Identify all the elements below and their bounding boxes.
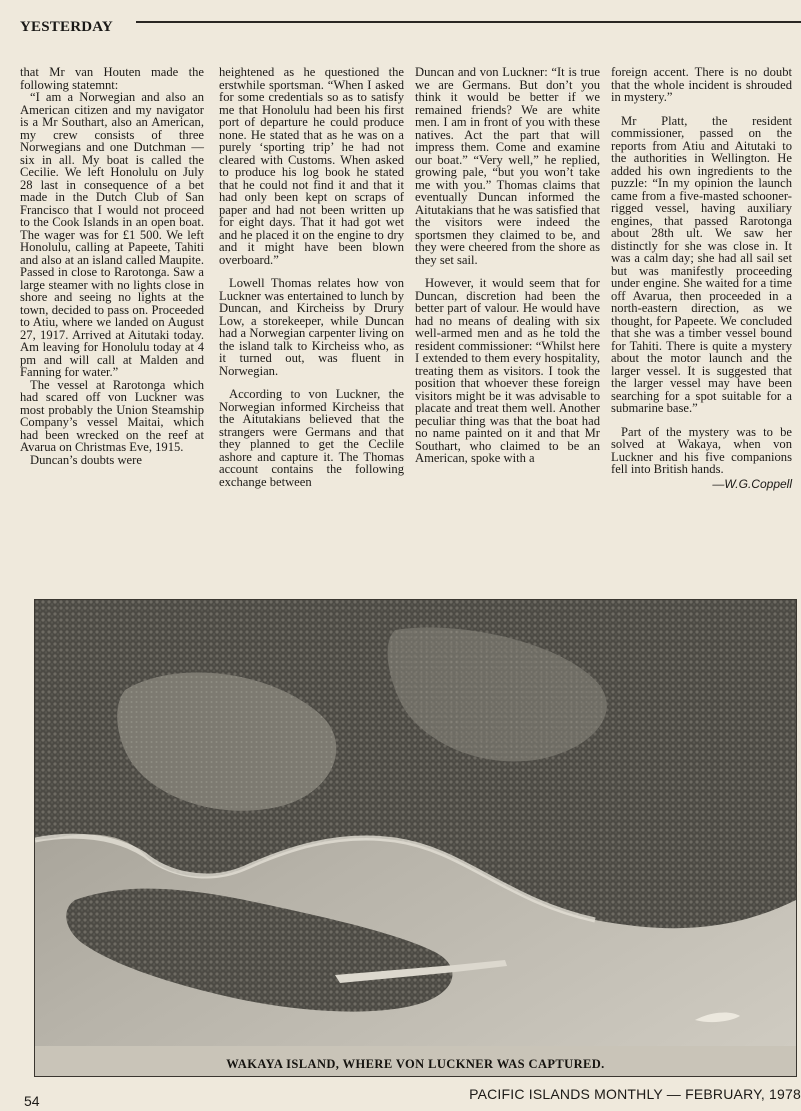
article-column-4 xyxy=(611,66,792,490)
article-column-3 xyxy=(415,66,600,465)
header-rule xyxy=(136,21,801,23)
paragraph: foreign accent. There is no doubt that the whole incident is shrouded in mystery.” xyxy=(611,65,792,104)
paragraph: that Mr van Houten made the following statemnt: xyxy=(20,65,204,92)
aerial-photo xyxy=(34,599,797,1077)
paragraph: Duncan’s doubts were xyxy=(30,452,142,467)
photo-caption: WAKAYA ISLAND, WHERE VON LUCKNER WAS CAPTURED. xyxy=(226,1057,605,1071)
paragraph: Part of the mystery was to be solved at Wakaya, when von Luckner and his five companions fell into British hands. xyxy=(611,424,792,476)
paragraph: Duncan and von Luckner: “It is true we are Germans. But don’t you think it would be better if we remained friends? We are white men. I am in front of you with these natives. Act the part that will impress them. Come and examine our boat.” “Very well,” he replied, growing pale, “but you won’t take me with you.” Thomas claims that eventually Duncan informed the Aitutakians that he was satisfied that the visitors were indeed the sportsmen they claimed to be, and they were cheered from the shore as they set sail. xyxy=(415,65,601,267)
island-photo-image xyxy=(35,600,796,1046)
paragraph: “I am a Norwegian and also an American citizen and my navigator is a Mr Southart, also an American, my crew consists of three Norwegians and one Dutchman — six in all. My boat is called the Cecilie. We left Honolulu on July 28 last in consequence of a bet made in the Dutch Club of San Francisco that I would not proceed to the Cook Islands in an open boat. The wager was for £1 500. We left Honolulu, calling at Papeete, Tahiti and also at an island called Maupite. Passed in close to Rarotonga. Saw a large steamer with no lights close in shore and seeing no lights at the town, decided to pass on. Proceeded to Atiu, where we landed on August 27, 1917. Arrived at Aitutaki today. Am leaving for Honolulu today at 4 pm and will call at Malden and Fanning for water.” xyxy=(20,90,204,379)
paragraph: However, it would seem that for Duncan, discretion had been the better part of valour. He would have had no means of dealing with six well-armed men and as he told the resident commissioner: “Whilst here I extended to them every hospitality, treating them as visitors. I took the position that whoever these foreign visitors might be it was advisable to placate and treat them well. Another peculiar thing was that the boat had no name painted on it and that Mr Southart, who claimed to be an American, spoke with a xyxy=(415,276,600,465)
paragraph: Lowell Thomas relates how von Luckner was entertained to lunch by Duncan, and Kircheiss by Drury Low, a storekeeper, while Duncan had a Norwegian carpenter living on the island talk to Kircheiss who, as it turned out, was fluent in Norwegian. xyxy=(219,276,404,378)
paragraph: According to von Luckner, the Norwegian informed Kircheiss that the Aitutakians believed that the strangers were Germans and that they planned to get the Ceclile ashore and capture it. The Thomas account contains the following exchange between xyxy=(219,387,404,489)
paragraph: The vessel at Rarotonga which had scared off von Luckner was most probably the Union Steamship Company’s vessel Maitai, which had been wrecked on the reef at Avarua on Christmas Eve, 1915. xyxy=(20,377,204,454)
page-number: 54 xyxy=(24,1093,40,1109)
paragraph: Mr Platt, the resident commissioner, passed on the reports from Atiu and Aitutaki to the authorities in Wellington. He added his own ingredients to the puzzle: “In my opinion the launch came from a five-masted schooner-rigged vessel, having auxiliary engines, that passed Rarotonga about 28th ult. We saw her distinctly for she was close in. It was a calm day; she had all sail set but was manifestly proceeding under engine. She waited for a time off Avarua, then proceeded in a north-eastern direction, as we thought, for Papeete. We concluded that she was a timber vessel bound for Tahiti. There is quite a mystery about the motor launch and the larger vessel. It is suggested that the larger vessel may have been searching for a spot suitable for a submarine base.” xyxy=(611,113,792,415)
article-columns xyxy=(0,66,801,596)
publication-footer: PACIFIC ISLANDS MONTHLY — FEBRUARY, 1978 xyxy=(469,1086,801,1102)
paragraph: heightened as he questioned the erstwhile sportsman. “When I asked for some credentials so as to satisfy me that Honolulu had been his first port of departure he could produce none. He stated that as he was on a purely ‘sporting trip’ he had not cleared with Customs. When asked to produce his log book he stated that he could not find it and that it had only been kept on scraps of paper and had not been written up for eight days. That it had got wet and he placed it on the engine to dry and it might have been blown overboard.” xyxy=(219,65,404,267)
article-column-2 xyxy=(219,66,404,488)
byline: —W.G.Coppell xyxy=(712,476,792,491)
article-column-1 xyxy=(20,66,204,466)
section-title: YESTERDAY xyxy=(20,19,113,35)
section-header xyxy=(20,19,801,41)
